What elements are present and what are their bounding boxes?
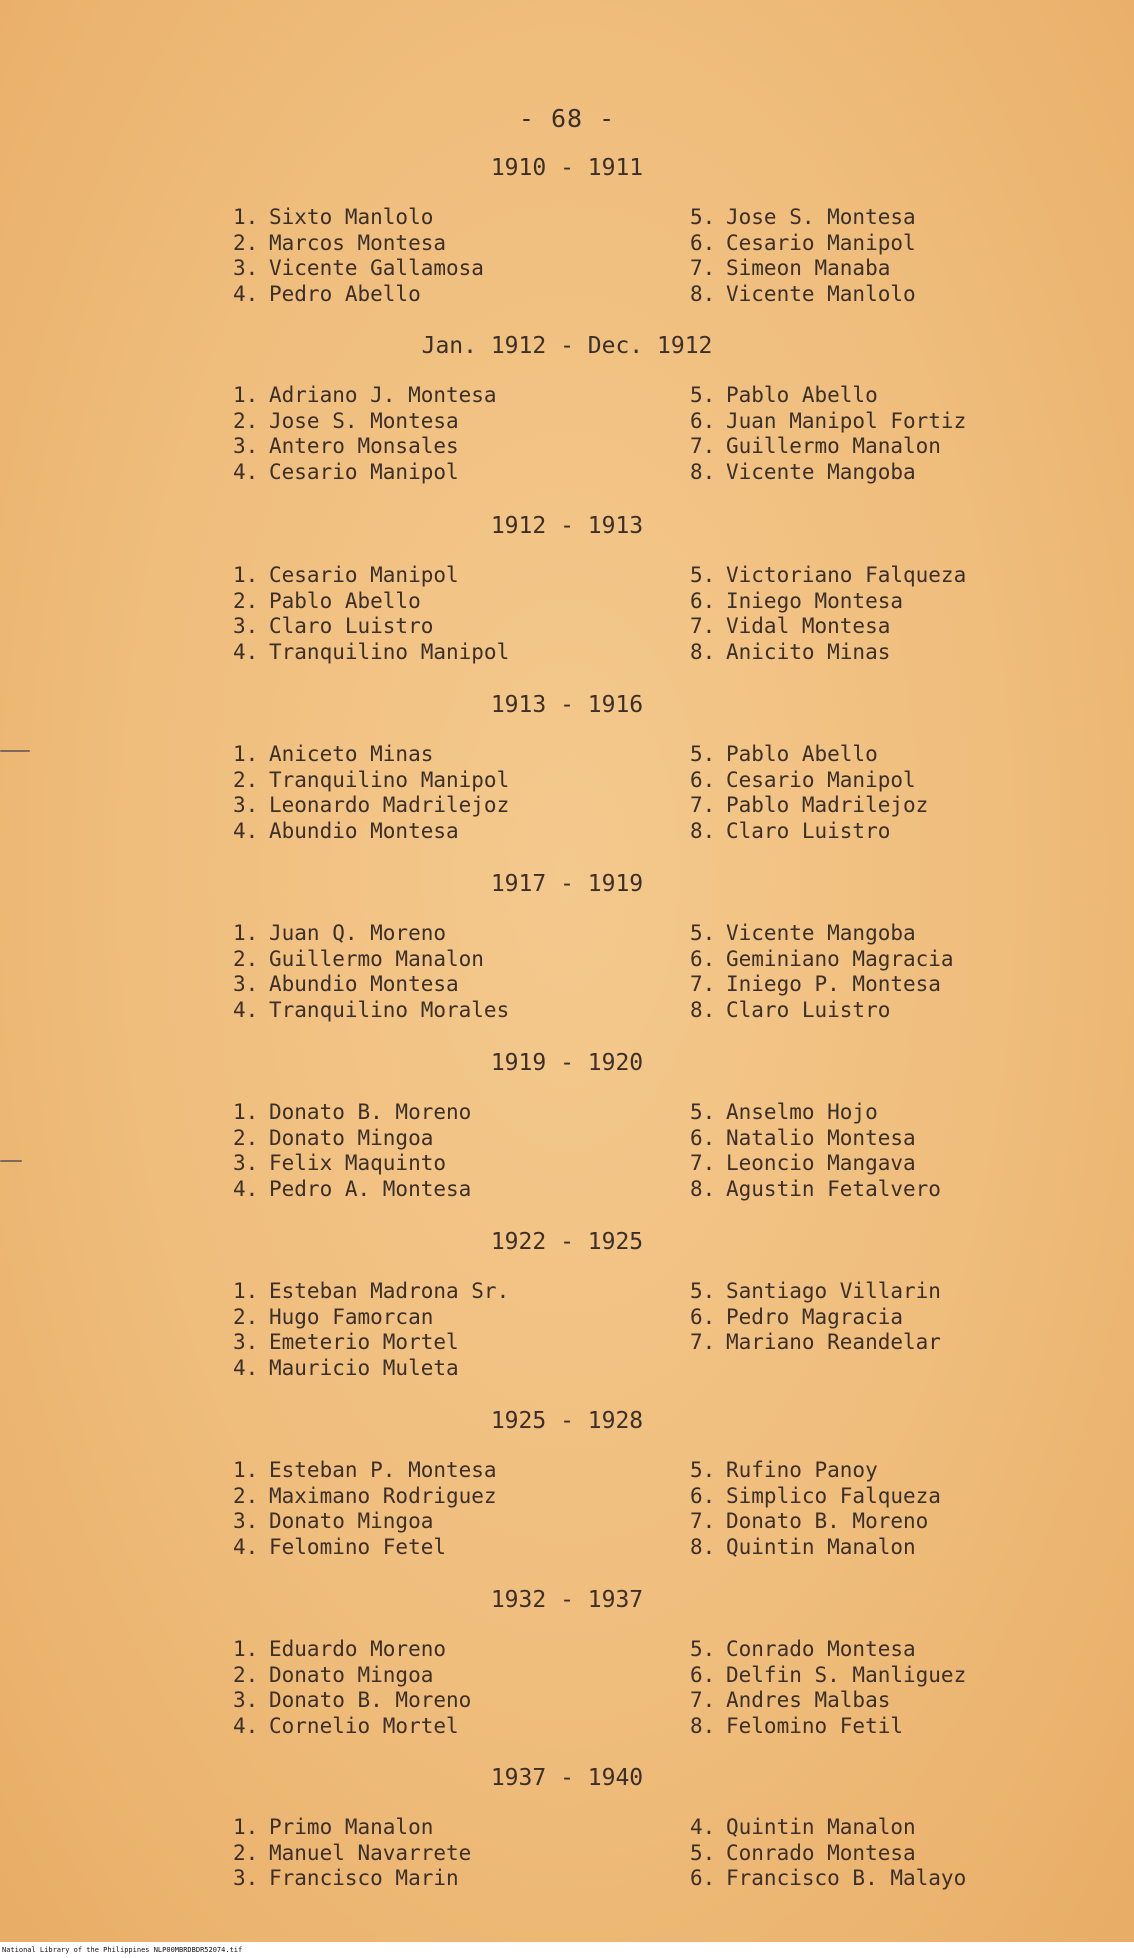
person-name: Vicente Manlolo xyxy=(726,282,916,307)
person-name: Manuel Navarrete xyxy=(269,1840,472,1865)
list-item xyxy=(233,409,497,435)
list-number: 1. xyxy=(233,921,259,945)
list-item xyxy=(233,614,509,640)
list-number: 4. xyxy=(233,819,259,844)
list-item xyxy=(690,256,916,282)
person-name: Francisco Marin xyxy=(269,1866,459,1891)
list-item xyxy=(690,819,928,845)
list-item xyxy=(690,434,966,460)
list-item xyxy=(233,1100,471,1126)
left-name-column xyxy=(233,1815,471,1892)
list-item xyxy=(690,383,966,409)
list-number: 1. xyxy=(233,742,259,766)
list-number: 2. xyxy=(233,1304,259,1329)
list-item xyxy=(233,921,509,947)
person-name: Conrado Montesa xyxy=(726,1637,916,1661)
list-number: 6. xyxy=(690,588,716,613)
list-number: 7. xyxy=(690,434,716,459)
left-name-column xyxy=(233,742,509,845)
person-name: Juan Q. Moreno xyxy=(269,921,447,945)
list-number: 8. xyxy=(690,640,716,665)
person-name: Donato B. Moreno xyxy=(269,1688,472,1713)
left-name-column xyxy=(233,205,484,308)
list-item xyxy=(690,793,928,819)
person-name: Donato Mingoa xyxy=(269,1125,434,1150)
list-number: 3. xyxy=(233,1509,259,1534)
list-item xyxy=(690,1637,966,1663)
list-number: 7. xyxy=(690,1330,716,1355)
person-name: Pedro Magracia xyxy=(726,1304,904,1329)
right-name-column xyxy=(690,1815,966,1892)
list-number: 5. xyxy=(690,1637,716,1661)
list-item xyxy=(233,1177,471,1203)
list-item xyxy=(233,742,509,768)
scan-footer: National Library of the Philippines NLP00MBRDBDR52074.tif xyxy=(0,1942,1134,1958)
list-item xyxy=(690,231,916,257)
person-name: Abundio Montesa xyxy=(269,972,459,997)
person-name: Tranquilino Manipol xyxy=(269,767,510,792)
list-item xyxy=(690,1151,941,1177)
list-number: 5. xyxy=(690,742,716,766)
person-name: Emeterio Mortel xyxy=(269,1330,459,1355)
list-number: 4. xyxy=(690,1815,716,1839)
list-number: 3. xyxy=(233,1330,259,1355)
list-number: 2. xyxy=(233,946,259,971)
left-name-column xyxy=(233,921,509,1024)
list-item xyxy=(233,1330,509,1356)
person-name: Quintin Manalon xyxy=(726,1815,916,1839)
list-number: 4. xyxy=(233,1535,259,1560)
list-item xyxy=(690,1841,966,1867)
list-item xyxy=(233,1509,497,1535)
list-number: 5. xyxy=(690,1279,716,1303)
list-item xyxy=(690,768,928,794)
list-number: 6. xyxy=(690,1483,716,1508)
list-item xyxy=(233,1714,471,1740)
list-item xyxy=(690,1815,966,1841)
margin-mark xyxy=(0,750,30,752)
right-name-column xyxy=(690,742,928,845)
list-number: 7. xyxy=(690,1688,716,1713)
list-number: 5. xyxy=(690,921,716,945)
list-item xyxy=(690,998,954,1024)
person-name: Anicito Minas xyxy=(726,640,891,665)
person-name: Jose S. Montesa xyxy=(726,205,916,229)
list-item xyxy=(690,921,954,947)
person-name: Claro Luistro xyxy=(726,819,891,844)
person-name: Abundio Montesa xyxy=(269,819,459,844)
person-name: Cornelio Mortel xyxy=(269,1714,459,1739)
list-number: 2. xyxy=(233,230,259,255)
list-number: 6. xyxy=(690,767,716,792)
term-period-heading: 1912 - 1913 xyxy=(490,513,644,539)
person-name: Simplico Falqueza xyxy=(726,1483,941,1508)
term-period-heading: 1919 - 1920 xyxy=(490,1050,644,1076)
list-number: 8. xyxy=(690,1714,716,1739)
person-name: Simeon Manaba xyxy=(726,256,891,281)
list-number: 1. xyxy=(233,1100,259,1124)
left-name-column xyxy=(233,1458,497,1561)
person-name: Eduardo Moreno xyxy=(269,1637,447,1661)
list-number: 7. xyxy=(690,1151,716,1176)
list-number: 2. xyxy=(233,1840,259,1865)
person-name: Mariano Reandelar xyxy=(726,1330,941,1355)
list-number: 6. xyxy=(690,946,716,971)
right-name-column xyxy=(690,205,916,308)
list-item xyxy=(690,1126,941,1152)
list-item xyxy=(233,1305,509,1331)
list-item xyxy=(233,793,509,819)
list-number: 4. xyxy=(233,998,259,1023)
left-name-column xyxy=(233,1637,471,1740)
list-item xyxy=(233,1126,471,1152)
person-name: Jose S. Montesa xyxy=(269,408,459,433)
left-name-column xyxy=(233,1279,509,1382)
list-item xyxy=(690,640,966,666)
list-item xyxy=(690,614,966,640)
list-number: 4. xyxy=(233,1356,259,1381)
list-item xyxy=(233,563,509,589)
list-number: 3. xyxy=(233,1866,259,1891)
person-name: Vicente Gallamosa xyxy=(269,256,484,281)
left-name-column xyxy=(233,563,509,666)
list-number: 3. xyxy=(233,614,259,639)
person-name: Iniego Montesa xyxy=(726,588,904,613)
person-name: Delfin S. Manliguez xyxy=(726,1662,967,1687)
list-item xyxy=(233,205,484,231)
right-name-column xyxy=(690,1458,941,1561)
list-number: 1. xyxy=(233,383,259,407)
person-name: Cesario Manipol xyxy=(726,230,916,255)
list-number: 5. xyxy=(690,1840,716,1865)
right-name-column xyxy=(690,1637,966,1740)
person-name: Vicente Mangoba xyxy=(726,460,916,485)
person-name: Tranquilino Morales xyxy=(269,998,510,1023)
list-number: 2. xyxy=(233,1125,259,1150)
list-item xyxy=(233,1356,509,1382)
person-name: Juan Manipol Fortiz xyxy=(726,408,967,433)
list-item xyxy=(233,1841,471,1867)
person-name: Pablo Abello xyxy=(269,588,421,613)
person-name: Sixto Manlolo xyxy=(269,205,434,229)
list-item xyxy=(690,205,916,231)
list-number: 3. xyxy=(233,793,259,818)
list-number: 7. xyxy=(690,614,716,639)
list-item xyxy=(690,1484,941,1510)
list-number: 6. xyxy=(690,1866,716,1891)
list-number: 1. xyxy=(233,1458,259,1482)
list-number: 1. xyxy=(233,205,259,229)
person-name: Felomino Fetel xyxy=(269,1535,447,1560)
list-item xyxy=(690,1663,966,1689)
list-item xyxy=(233,1815,471,1841)
list-number: 8. xyxy=(690,460,716,485)
person-name: Hugo Famorcan xyxy=(269,1304,434,1329)
list-number: 6. xyxy=(690,408,716,433)
person-name: Primo Manalon xyxy=(269,1815,434,1839)
list-item xyxy=(233,282,484,308)
list-item xyxy=(233,1688,471,1714)
list-number: 2. xyxy=(233,1662,259,1687)
list-item xyxy=(690,1535,941,1561)
person-name: Anselmo Hojo xyxy=(726,1100,878,1124)
list-item xyxy=(690,1305,941,1331)
list-item xyxy=(233,1535,497,1561)
list-item xyxy=(233,1663,471,1689)
page-number: - 68 - xyxy=(518,104,616,133)
list-number: 4. xyxy=(233,640,259,665)
list-number: 5. xyxy=(690,205,716,229)
list-number: 8. xyxy=(690,1535,716,1560)
list-item xyxy=(233,1458,497,1484)
list-number: 7. xyxy=(690,972,716,997)
list-item xyxy=(233,947,509,973)
list-item xyxy=(233,1151,471,1177)
list-number: 6. xyxy=(690,1125,716,1150)
list-number: 8. xyxy=(690,819,716,844)
list-item xyxy=(690,1458,941,1484)
person-name: Claro Luistro xyxy=(269,614,434,639)
list-number: 7. xyxy=(690,793,716,818)
list-item xyxy=(690,1509,941,1535)
list-number: 2. xyxy=(233,1483,259,1508)
list-number: 4. xyxy=(233,282,259,307)
list-number: 8. xyxy=(690,1177,716,1202)
person-name: Vicente Mangoba xyxy=(726,921,916,945)
list-number: 7. xyxy=(690,1509,716,1534)
person-name: Andres Malbas xyxy=(726,1688,891,1713)
list-number: 2. xyxy=(233,588,259,613)
term-period-heading: 1925 - 1928 xyxy=(490,1408,644,1434)
person-name: Maximano Rodriguez xyxy=(269,1483,497,1508)
list-number: 4. xyxy=(233,1177,259,1202)
right-name-column xyxy=(690,921,954,1024)
list-number: 3. xyxy=(233,256,259,281)
list-item xyxy=(690,563,966,589)
list-number: 3. xyxy=(233,434,259,459)
list-item xyxy=(690,742,928,768)
right-name-column xyxy=(690,1100,941,1203)
person-name: Esteban Madrona Sr. xyxy=(269,1279,510,1303)
person-name: Mauricio Muleta xyxy=(269,1356,459,1381)
person-name: Conrado Montesa xyxy=(726,1840,916,1865)
list-number: 3. xyxy=(233,1151,259,1176)
person-name: Rufino Panoy xyxy=(726,1458,878,1482)
person-name: Tranquilino Manipol xyxy=(269,640,510,665)
person-name: Cesario Manipol xyxy=(269,563,459,587)
list-item xyxy=(690,1714,966,1740)
person-name: Geminiano Magracia xyxy=(726,946,954,971)
list-item xyxy=(690,1279,941,1305)
list-number: 4. xyxy=(233,1714,259,1739)
list-item xyxy=(233,1637,471,1663)
list-item xyxy=(690,972,954,998)
person-name: Donato B. Moreno xyxy=(726,1509,929,1534)
list-item xyxy=(690,1866,966,1892)
person-name: Marcos Montesa xyxy=(269,230,447,255)
person-name: Guillermo Manalon xyxy=(269,946,484,971)
term-period-heading: 1932 - 1937 xyxy=(490,1587,644,1613)
person-name: Esteban P. Montesa xyxy=(269,1458,497,1482)
list-number: 8. xyxy=(690,998,716,1023)
person-name: Francisco B. Malayo xyxy=(726,1866,967,1891)
list-number: 8. xyxy=(690,282,716,307)
term-period-heading: 1913 - 1916 xyxy=(490,692,644,718)
list-number: 4. xyxy=(233,460,259,485)
list-number: 6. xyxy=(690,230,716,255)
term-period-heading: 1910 - 1911 xyxy=(490,155,644,181)
list-item xyxy=(233,231,484,257)
person-name: Pablo Madrilejoz xyxy=(726,793,929,818)
list-item xyxy=(690,589,966,615)
list-item xyxy=(233,998,509,1024)
left-name-column xyxy=(233,383,497,486)
list-number: 1. xyxy=(233,1637,259,1661)
list-item xyxy=(690,460,966,486)
list-number: 5. xyxy=(690,563,716,587)
person-name: Felix Maquinto xyxy=(269,1151,447,1176)
list-item xyxy=(233,640,509,666)
term-period-heading: 1922 - 1925 xyxy=(490,1229,644,1255)
list-number: 1. xyxy=(233,563,259,587)
person-name: Victoriano Falqueza xyxy=(726,563,967,587)
person-name: Quintin Manalon xyxy=(726,1535,916,1560)
person-name: Santiago Villarin xyxy=(726,1279,941,1303)
list-number: 5. xyxy=(690,1100,716,1124)
list-item xyxy=(233,589,509,615)
person-name: Leoncio Mangava xyxy=(726,1151,916,1176)
list-number: 7. xyxy=(690,256,716,281)
list-item xyxy=(690,1177,941,1203)
list-item xyxy=(233,1279,509,1305)
list-item xyxy=(233,1484,497,1510)
list-item xyxy=(233,1866,471,1892)
list-number: 1. xyxy=(233,1815,259,1839)
right-name-column xyxy=(690,1279,941,1356)
list-number: 6. xyxy=(690,1304,716,1329)
person-name: Adriano J. Montesa xyxy=(269,383,497,407)
person-name: Iniego P. Montesa xyxy=(726,972,941,997)
list-item xyxy=(690,947,954,973)
person-name: Felomino Fetil xyxy=(726,1714,904,1739)
list-item xyxy=(233,434,497,460)
list-number: 5. xyxy=(690,383,716,407)
list-item xyxy=(690,1688,966,1714)
list-item xyxy=(690,1100,941,1126)
left-name-column xyxy=(233,1100,471,1203)
list-item xyxy=(233,819,509,845)
person-name: Donato B. Moreno xyxy=(269,1100,472,1124)
list-item xyxy=(233,256,484,282)
person-name: Cesario Manipol xyxy=(726,767,916,792)
list-item xyxy=(233,383,497,409)
list-number: 6. xyxy=(690,1662,716,1687)
person-name: Antero Monsales xyxy=(269,434,459,459)
term-period-heading: 1937 - 1940 xyxy=(490,1765,644,1791)
list-item xyxy=(233,972,509,998)
person-name: Vidal Montesa xyxy=(726,614,891,639)
list-number: 1. xyxy=(233,1279,259,1303)
term-period-heading: Jan. 1912 - Dec. 1912 xyxy=(421,333,713,359)
person-name: Natalio Montesa xyxy=(726,1125,916,1150)
term-period-heading: 1917 - 1919 xyxy=(490,871,644,897)
list-number: 2. xyxy=(233,408,259,433)
person-name: Leonardo Madrilejoz xyxy=(269,793,510,818)
person-name: Pedro Abello xyxy=(269,282,421,307)
person-name: Aniceto Minas xyxy=(269,742,434,766)
list-item xyxy=(233,460,497,486)
person-name: Claro Luistro xyxy=(726,998,891,1023)
list-number: 5. xyxy=(690,1458,716,1482)
list-item xyxy=(690,1330,941,1356)
right-name-column xyxy=(690,383,966,486)
person-name: Agustin Fetalvero xyxy=(726,1177,941,1202)
person-name: Pedro A. Montesa xyxy=(269,1177,472,1202)
margin-mark xyxy=(0,1160,22,1162)
person-name: Guillermo Manalon xyxy=(726,434,941,459)
person-name: Pablo Abello xyxy=(726,742,878,766)
list-number: 3. xyxy=(233,972,259,997)
list-item xyxy=(690,409,966,435)
right-name-column xyxy=(690,563,966,666)
list-item xyxy=(690,282,916,308)
list-item xyxy=(233,768,509,794)
list-number: 3. xyxy=(233,1688,259,1713)
list-number: 2. xyxy=(233,767,259,792)
person-name: Cesario Manipol xyxy=(269,460,459,485)
person-name: Donato Mingoa xyxy=(269,1662,434,1687)
person-name: Donato Mingoa xyxy=(269,1509,434,1534)
person-name: Pablo Abello xyxy=(726,383,878,407)
